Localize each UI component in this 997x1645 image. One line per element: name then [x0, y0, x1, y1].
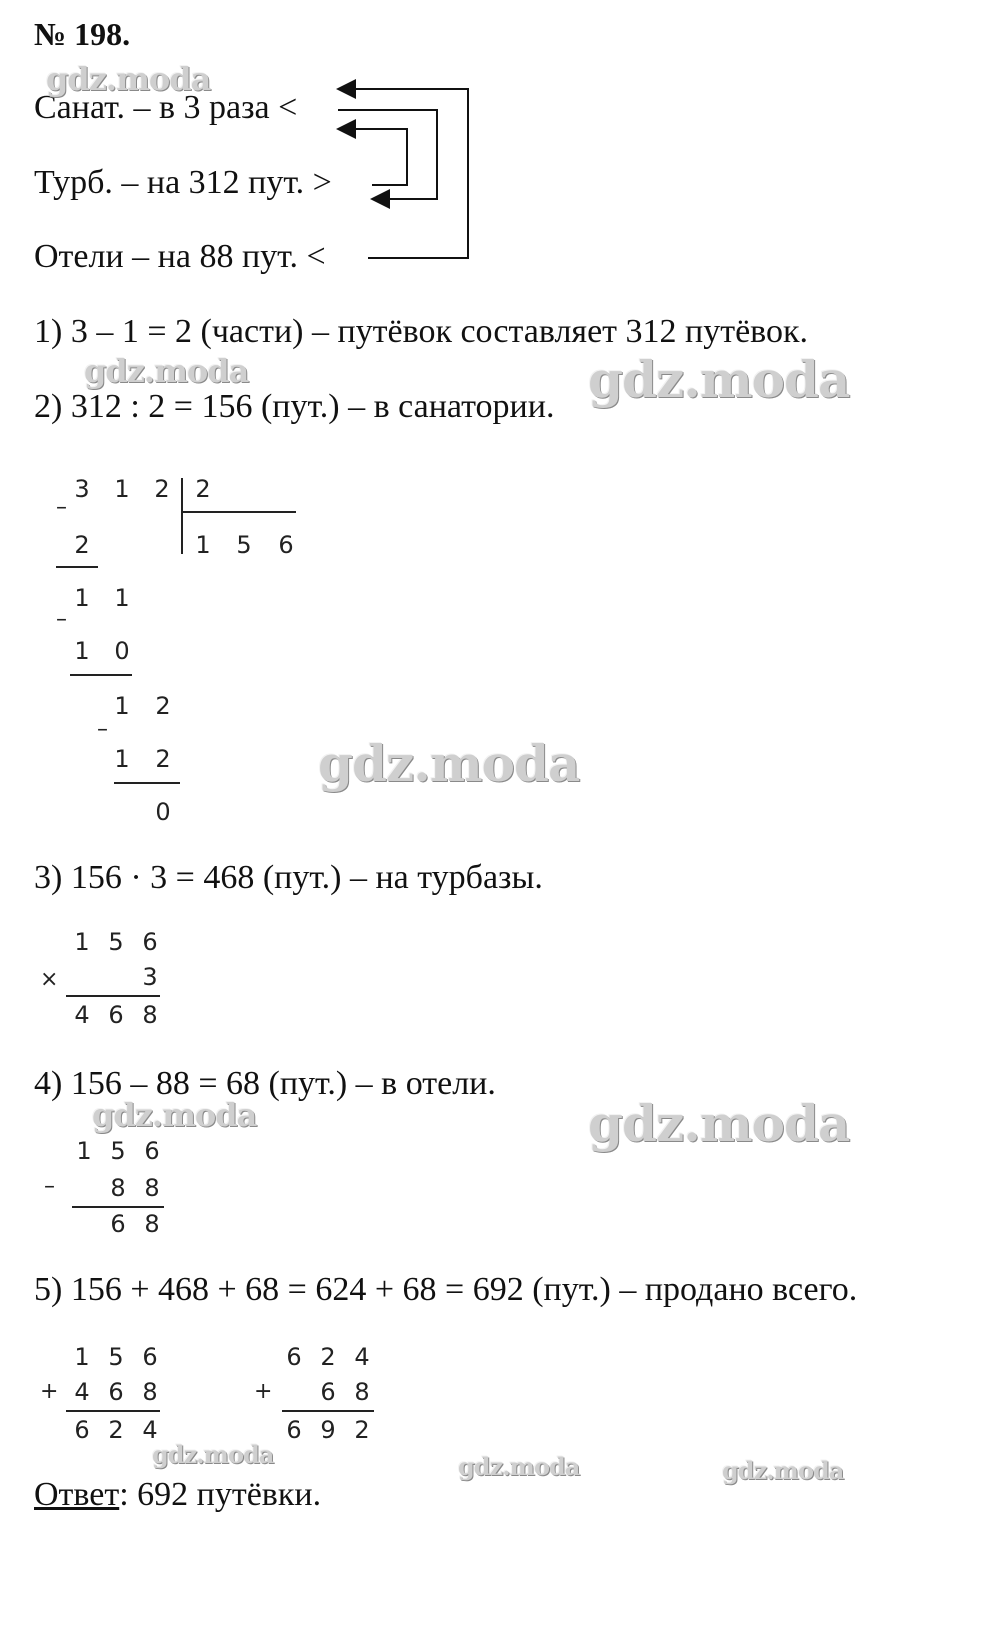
division-line [114, 782, 180, 784]
result-digit: 6 [110, 1210, 126, 1238]
watermark: gdz.moda [588, 1094, 850, 1153]
final-remainder: 0 [155, 798, 171, 826]
bottom-digit: 8 [354, 1378, 370, 1406]
top-digit: 1 [74, 928, 90, 956]
minus-sign: – [97, 717, 108, 742]
watermark: gdz.moda [46, 60, 211, 98]
watermark: gdz.moda [318, 734, 580, 793]
scheme-sanatorium: Санат. – в 3 раза < [34, 89, 298, 126]
subtrahend-digit: 2 [155, 745, 171, 773]
divisor: 2 [195, 475, 211, 503]
watermark: gdz.moda [152, 1440, 274, 1469]
top-digit: 6 [142, 1343, 158, 1371]
watermark: gdz.moda [722, 1456, 844, 1485]
scheme-arrows [0, 0, 997, 300]
subtrahend-digit: 2 [74, 531, 90, 559]
result-line [66, 1410, 160, 1412]
scheme-tourbase: Турб. – на 312 пут. > [34, 164, 332, 201]
bottom-digit: 8 [142, 1378, 158, 1406]
remainder-digit: 1 [114, 584, 130, 612]
step-3: 3) 156 · 3 = 468 (пут.) – на турбазы. [34, 859, 543, 896]
watermark: gdz.moda [458, 1452, 580, 1481]
plus-sign: + [40, 1379, 59, 1404]
division-bar [181, 478, 183, 554]
quotient-digit: 6 [278, 531, 294, 559]
plus-sign: + [254, 1379, 273, 1404]
result-digit: 2 [108, 1416, 124, 1444]
bottom-digit: 6 [108, 1378, 124, 1406]
top-digit: 6 [142, 928, 158, 956]
problem-number: № 198. [34, 16, 131, 52]
top-digit: 1 [76, 1137, 92, 1165]
bottom-digit: 3 [142, 963, 158, 991]
divisor-line [182, 511, 296, 513]
result-digit: 2 [354, 1416, 370, 1444]
remainder-digit: 1 [114, 692, 130, 720]
top-digit: 5 [108, 1343, 124, 1371]
division-line [70, 674, 132, 676]
minus-sign: – [56, 495, 67, 520]
result-digit: 6 [74, 1416, 90, 1444]
bottom-digit: 8 [144, 1174, 160, 1202]
subtrahend-digit: 0 [114, 637, 130, 665]
result-line [66, 995, 160, 997]
subtrahend-digit: 1 [114, 745, 130, 773]
answer [34, 1475, 321, 1515]
answer-text: : 692 путёвки. [119, 1476, 322, 1513]
dividend-digit: 2 [154, 475, 170, 503]
bottom-digit: 4 [74, 1378, 90, 1406]
watermark: gdz.moda [588, 350, 850, 409]
result-digit: 8 [144, 1210, 160, 1238]
watermark: gdz.moda [92, 1096, 257, 1134]
top-digit: 5 [110, 1137, 126, 1165]
quotient-digit: 5 [236, 531, 252, 559]
remainder-digit: 1 [74, 584, 90, 612]
multiply-sign: × [40, 967, 59, 992]
step-5: 5) 156 + 468 + 68 = 624 + 68 = 692 (пут.) – продано всего. [34, 1271, 858, 1308]
subtrahend-digit: 1 [74, 637, 90, 665]
result-line [282, 1410, 374, 1412]
minus-sign: – [56, 607, 67, 632]
dividend-digit: 1 [114, 475, 130, 503]
remainder-digit: 2 [155, 692, 171, 720]
quotient-digit: 1 [195, 531, 211, 559]
result-digit: 9 [320, 1416, 336, 1444]
step-4: 4) 156 – 88 = 68 (пут.) – в отели. [34, 1065, 496, 1102]
top-digit: 5 [108, 928, 124, 956]
scheme-hotels: Отели – на 88 пут. < [34, 238, 326, 275]
result-digit: 4 [142, 1416, 158, 1444]
result-digit: 6 [286, 1416, 302, 1444]
bottom-digit: 6 [320, 1378, 336, 1406]
top-digit: 6 [286, 1343, 302, 1371]
result-line [72, 1206, 164, 1208]
top-digit: 6 [144, 1137, 160, 1165]
minus-sign: – [44, 1174, 55, 1199]
watermark: gdz.moda [84, 352, 249, 390]
top-digit: 1 [74, 1343, 90, 1371]
result-digit: 6 [108, 1001, 124, 1029]
step-1: 1) 3 – 1 = 2 (части) – путёвок составляет 312 путёвок. [34, 313, 808, 350]
step-2: 2) 312 : 2 = 156 (пут.) – в санатории. [34, 388, 555, 425]
top-digit: 2 [320, 1343, 336, 1371]
division-line [56, 566, 98, 568]
result-digit: 4 [74, 1001, 90, 1029]
bottom-digit: 8 [110, 1174, 126, 1202]
result-digit: 8 [142, 1001, 158, 1029]
dividend-digit: 3 [74, 475, 90, 503]
answer-label: Ответ [34, 1476, 120, 1513]
top-digit: 4 [354, 1343, 370, 1371]
